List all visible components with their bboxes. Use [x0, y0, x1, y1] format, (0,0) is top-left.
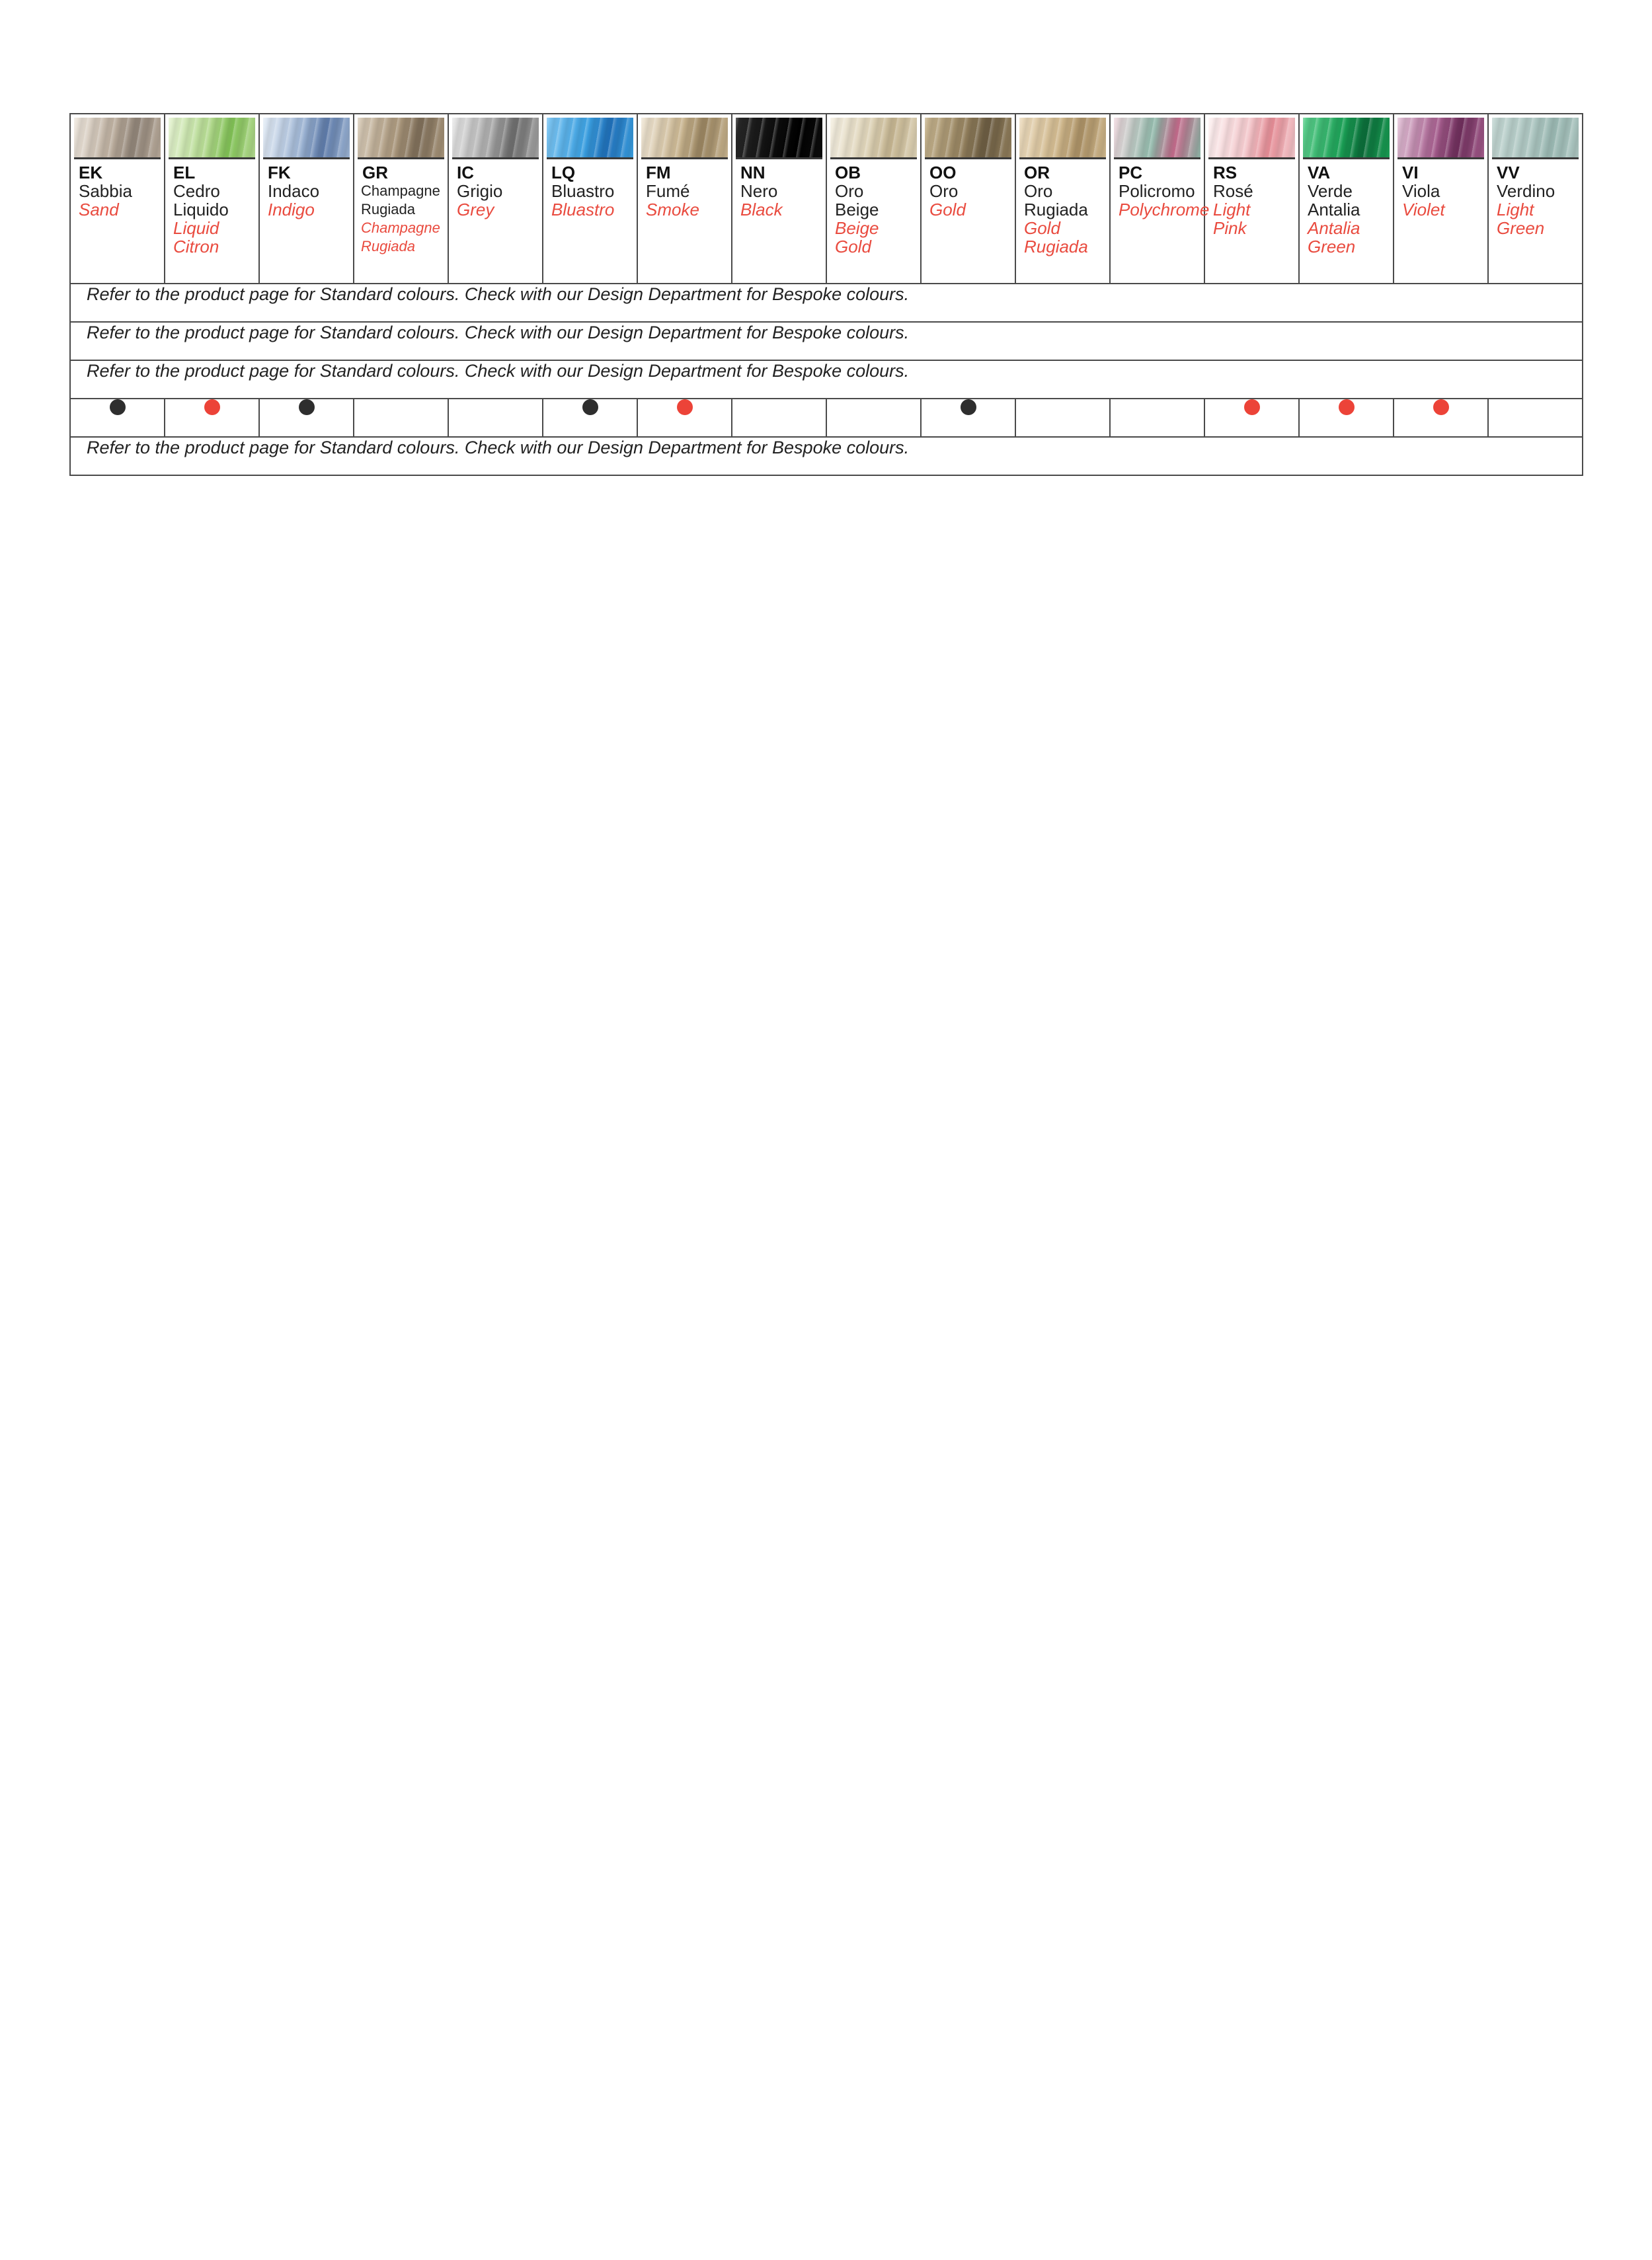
note-text: Refer to the product page for Standard colours. Check with our Design Department for Bespoke colours.: [87, 438, 910, 457]
note-text: Refer to the product page for Standard colours. Check with our Design Department for Bespoke colours.: [87, 323, 910, 342]
colour-chart: [69, 113, 1583, 476]
colour-swatch: [452, 118, 539, 159]
colour-name-english: Beige Gold: [835, 218, 879, 256]
colour-cell-oo: [921, 114, 1015, 284]
colour-name-english: Indigo: [268, 200, 315, 219]
colour-name-english: Violet: [1402, 200, 1445, 219]
colour-name-italian: Rosé: [1213, 181, 1253, 201]
colour-cell-el: [165, 114, 259, 284]
colour-name-english: Gold: [929, 200, 966, 219]
colour-swatch: [830, 118, 917, 159]
availability-cell-fm: [637, 399, 732, 437]
colour-name-english: Light Pink: [1213, 200, 1251, 238]
colour-cell-ek: [70, 114, 165, 284]
colour-code: RS: [1213, 163, 1238, 182]
colour-cell-nn: [732, 114, 826, 284]
colour-code: EL: [173, 163, 196, 182]
colour-name-italian: Oro Rugiada: [1024, 181, 1088, 219]
colour-name-italian: Champagne Rugiada: [361, 182, 440, 217]
colour-code: OO: [929, 163, 957, 182]
availability-cell-vi: [1394, 399, 1488, 437]
dark-dot-icon: [961, 399, 976, 415]
availability-cell-el: [165, 399, 259, 437]
availability-cell-ob: [826, 399, 921, 437]
availability-cell-nn: [732, 399, 826, 437]
colour-swatch: [736, 118, 822, 159]
colour-cell-lq: [543, 114, 637, 284]
colour-code: OB: [835, 163, 861, 182]
note-row-5: [70, 437, 1583, 475]
colour-cell-vv: [1488, 114, 1583, 284]
colour-swatch: [641, 118, 728, 159]
colour-swatch: [169, 118, 255, 159]
red-dot-icon: [1339, 399, 1355, 415]
colour-name-english: Black: [740, 200, 783, 219]
colour-cell-ic: [448, 114, 543, 284]
colour-code: VI: [1402, 163, 1419, 182]
colour-cell-pc: [1110, 114, 1210, 284]
availability-cell-oo: [921, 399, 1015, 437]
colour-name-english: Polychrome: [1119, 200, 1210, 219]
swatch-row: [70, 114, 1583, 284]
colour-name-english: Antalia Green: [1308, 218, 1360, 256]
note-text: Refer to the product page for Standard colours. Check with our Design Department for Bespoke colours.: [87, 284, 910, 304]
colour-name-italian: Sabbia: [79, 181, 132, 201]
colour-cell-fm: [637, 114, 732, 284]
availability-row: [70, 399, 1583, 437]
colour-name-italian: Oro Beige: [835, 181, 879, 219]
note-row-1: [70, 284, 1583, 322]
colour-code: VA: [1308, 163, 1331, 182]
dark-dot-icon: [582, 399, 598, 415]
colour-cell-gr: [354, 114, 448, 284]
colour-code: LQ: [551, 163, 576, 182]
red-dot-icon: [677, 399, 693, 415]
colour-code: OR: [1024, 163, 1050, 182]
availability-cell-ic: [448, 399, 543, 437]
availability-cell-or: [1015, 399, 1110, 437]
colour-name-italian: Policromo: [1119, 181, 1195, 201]
colour-code: EK: [79, 163, 103, 182]
colour-swatch: [1303, 118, 1390, 159]
availability-cell-pc: [1110, 399, 1204, 437]
red-dot-icon: [1244, 399, 1260, 415]
red-dot-icon: [204, 399, 220, 415]
colour-name-english: Light Green: [1497, 200, 1545, 238]
colour-name-english: Smoke: [646, 200, 699, 219]
colour-name-english: Grey: [457, 200, 494, 219]
colour-swatch: [1492, 118, 1579, 159]
note-text: Refer to the product page for Standard colours. Check with our Design Department for Bespoke colours.: [87, 361, 910, 381]
colour-table: [69, 113, 1583, 476]
availability-cell-ek: [70, 399, 165, 437]
colour-name-italian: Grigio: [457, 181, 503, 201]
note-row-2: [70, 322, 1583, 360]
colour-code: VV: [1497, 163, 1520, 182]
colour-code: NN: [740, 163, 766, 182]
colour-swatch: [1114, 118, 1200, 159]
colour-name-english: Bluastro: [551, 200, 615, 219]
dark-dot-icon: [110, 399, 126, 415]
colour-swatch: [925, 118, 1011, 159]
colour-cell-fk: [259, 114, 354, 284]
colour-name-italian: Verdino: [1497, 181, 1555, 201]
colour-cell-rs: [1204, 114, 1299, 284]
colour-swatch: [1208, 118, 1295, 159]
availability-cell-vv: [1488, 399, 1583, 437]
colour-name-italian: Oro: [929, 181, 959, 201]
colour-name-italian: Indaco: [268, 181, 320, 201]
colour-name-english: Champagne Rugiada: [361, 219, 440, 254]
colour-name-italian: Cedro Liquido: [173, 181, 229, 219]
colour-code: PC: [1119, 163, 1143, 182]
availability-cell-lq: [543, 399, 637, 437]
colour-cell-ob: [826, 114, 921, 284]
colour-name-italian: Fumé: [646, 181, 690, 201]
colour-code: IC: [457, 163, 474, 182]
colour-name-italian: Nero: [740, 181, 778, 201]
colour-cell-va: [1299, 114, 1394, 284]
colour-name-italian: Bluastro: [551, 181, 615, 201]
colour-code: FK: [268, 163, 291, 182]
colour-name-english: Sand: [79, 200, 119, 219]
dark-dot-icon: [299, 399, 315, 415]
colour-code: GR: [362, 163, 388, 182]
colour-swatch: [547, 118, 633, 159]
availability-cell-fk: [259, 399, 354, 437]
colour-code: FM: [646, 163, 671, 182]
colour-swatch: [74, 118, 161, 159]
colour-name-english: Liquid Citron: [173, 218, 219, 256]
colour-swatch: [1397, 118, 1484, 159]
colour-swatch: [263, 118, 350, 159]
colour-swatch: [358, 118, 444, 159]
colour-name-italian: Viola: [1402, 181, 1440, 201]
colour-cell-vi: [1394, 114, 1488, 284]
red-dot-icon: [1433, 399, 1449, 415]
availability-cell-va: [1299, 399, 1394, 437]
colour-name-italian: Verde Antalia: [1308, 181, 1360, 219]
availability-cell-gr: [354, 399, 448, 437]
availability-cell-rs: [1204, 399, 1299, 437]
colour-name-english: Gold Rugiada: [1024, 218, 1088, 256]
note-row-3: [70, 360, 1583, 399]
colour-swatch: [1019, 118, 1106, 159]
colour-cell-or: [1015, 114, 1110, 284]
